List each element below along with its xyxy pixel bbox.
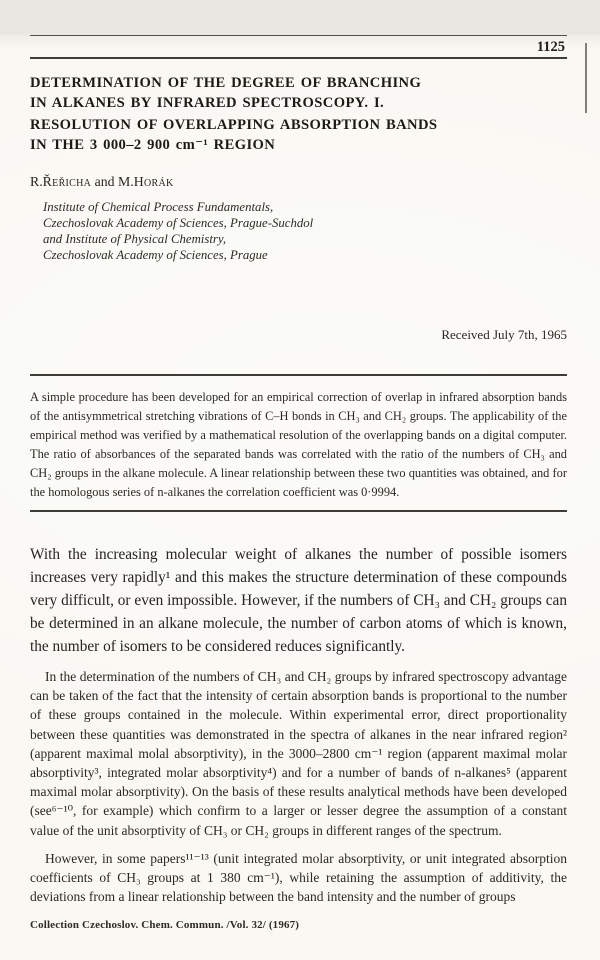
affiliation-line-4: Czechoslovak Academy of Sciences, Prague <box>43 248 268 262</box>
affiliation-line-3: and Institute of Physical Chemistry, <box>43 232 227 246</box>
title-line-1: DETERMINATION OF THE DEGREE OF BRANCHING <box>30 75 422 91</box>
authors-line <box>30 174 567 190</box>
author-2-surname: Horák <box>133 174 174 189</box>
received-date: Received July 7th, 1965 <box>441 327 567 342</box>
header-rule-bottom <box>30 57 567 59</box>
author-1-initial: R. <box>30 174 43 189</box>
paragraph-1: With the increasing molecular weight of alkanes the number of possible isomers increases very rapidly¹ and this makes the structure determination of these compounds very difficult, or even impossible. However, if the numbers of CH₃ and CH₂ groups can be determined in an alkane molecule, the number of carbon atoms of which is known, the number of isomers to be considered reduces significantly. <box>30 546 567 655</box>
author-1-surname: Řeřicha <box>42 174 92 189</box>
affiliation-line-2: Czechoslovak Academy of Sciences, Prague-Suchdol <box>43 216 314 230</box>
journal-page <box>0 35 600 960</box>
paragraph-3: However, in some papers¹¹⁻¹³ (unit integrated molar absorptivity, or unit integrated absorption coefficients of CH₃ groups at 1 380 cm⁻¹), while retaining the assumption of additivity, the deviations from a linear relationship between the band intensity and the number of groups <box>30 850 567 905</box>
affiliation <box>43 199 567 263</box>
title-line-3: RESOLUTION OF OVERLAPPING ABSORPTION BANDS <box>30 117 438 133</box>
affiliation-line-1: Institute of Chemical Process Fundamentals, <box>43 200 274 214</box>
page-header <box>30 35 567 59</box>
page-number: 1125 <box>536 39 565 55</box>
abstract-rule-bottom <box>30 510 567 512</box>
header-rule-top <box>30 35 567 36</box>
author-2-initial: M. <box>118 174 134 189</box>
abstract-rule-top <box>30 374 567 376</box>
title-line-4: IN THE 3 000–2 900 cm⁻¹ REGION <box>30 136 276 153</box>
title-line-2: IN ALKANES BY INFRARED SPECTROSCOPY. I. <box>30 94 385 111</box>
abstract-text: A simple procedure has been developed for an empirical correction of overlap in infrared absorption bands of the antisymmetrical stretching vibrations of C–H bonds in CH₃ and CH₂ groups. The applicability of the empirical method was verified by a mathematical resolution of the overlapping bands on a digital computer. The ratio of absorbances of the separated bands was correlated with the ratio of the numbers of CH₃ and CH₂ groups in the alkane molecule. A linear relationship between these two quantities was obtained, and for the homologous series of n-alkanes the correlation coefficient was 0·9994. <box>30 390 567 499</box>
paragraph-2: In the determination of the numbers of CH₃ and CH₂ groups by infrared spectroscopy advantage can be taken of the fact that the intensity of certain absorption bands is proportional to the number of these groups contained in the molecule. Within experimental error, direct proportionality between these quantities was demonstrated in the spectra of alkanes in the near infrared region² (apparent maximal molal absorptivity), in the 3000–2800 cm⁻¹ region (apparent maximal molar absorptivity³, integrated molar absorptivity⁴) and for a number of bands of n-alkanes⁵ (apparent maximal molar absorptivity). On the basis of these results analytical methods have been developed (see⁶⁻¹⁰, for example) which confirm to a larger or lesser degree the assumption of a constant value of the unit absorptivity of CH₃ or CH₂ groups in different ranges of the spectrum. <box>30 669 567 838</box>
authors-conjunction: and <box>91 174 119 189</box>
journal-footer: Collection Czechoslov. Chem. Commun. /Vol. 32/ (1967) <box>30 919 300 932</box>
scan-artifact-line <box>585 43 587 113</box>
article-title <box>30 74 567 155</box>
